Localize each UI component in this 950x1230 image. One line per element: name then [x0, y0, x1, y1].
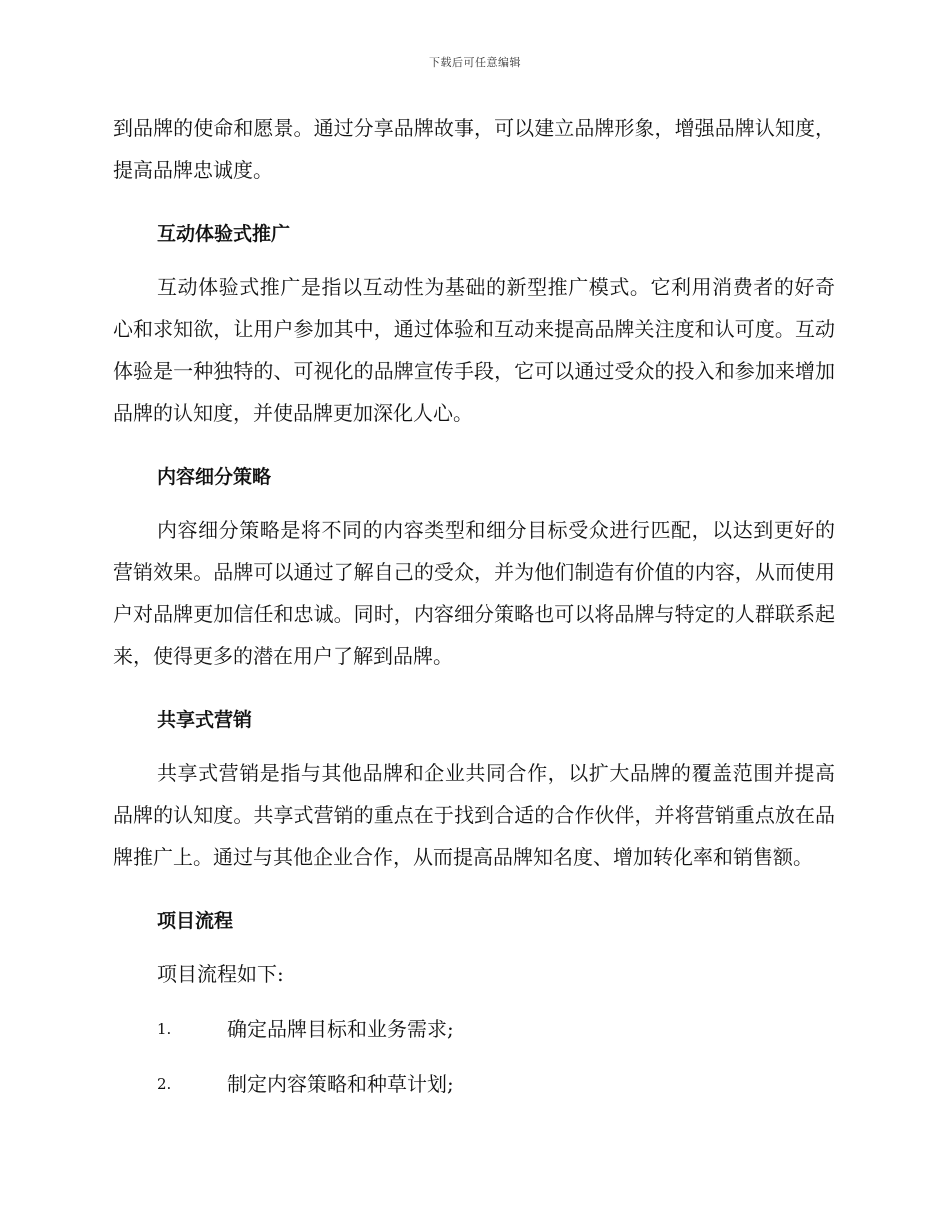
paragraph-content-segmentation: 内容细分策略是将不同的内容类型和细分目标受众进行匹配，以达到更好的营销效果。品牌可以通过了解自己的受众，并为他们制造有价值的内容，从而使用户对品牌更加信任和忠诚。同时，内容细分策略也可以将品牌与特定的人群联系起来，使得更多的潜在用户了解到品牌。 — [113, 518, 835, 668]
heading-project-process: 项目流程 — [157, 910, 234, 932]
process-intro: 项目流程如下: — [157, 962, 284, 986]
heading-shared-marketing: 共享式营销 — [157, 709, 253, 731]
list-item — [157, 1063, 835, 1105]
list-item-number: 1. — [157, 1020, 172, 1038]
page-header: 下载后可任意编辑 — [429, 56, 521, 69]
list-item — [157, 1008, 835, 1050]
document-body — [113, 107, 835, 1118]
heading-interactive-promotion: 互动体验式推广 — [157, 223, 291, 245]
list-item-text: 确定品牌目标和业务需求; — [227, 1017, 454, 1041]
heading-content-segmentation: 内容细分策略 — [157, 466, 272, 488]
paragraph-interactive-promotion: 互动体验式推广是指以互动性为基础的新型推广模式。它利用消费者的好奇心和求知欲，让用户参加其中，通过体验和互动来提高品牌关注度和认可度。互动体验是一种独特的、可视化的品牌宣传手段，它可以通过受众的投入和参加来增加品牌的认知度，并使品牌更加深化人心。 — [113, 275, 835, 425]
list-item-number: 2. — [157, 1075, 172, 1093]
paragraph-shared-marketing: 共享式营销是指与其他品牌和企业共同合作，以扩大品牌的覆盖范围并提高品牌的认知度。共享式营销的重点在于找到合适的合作伙伴，并将营销重点放在品牌推广上。通过与其他企业合作，从而提高品牌知名度、增加转化率和销售额。 — [113, 761, 835, 869]
list-item-text: 制定内容策略和种草计划; — [227, 1072, 454, 1096]
intro-paragraph: 到品牌的使命和愿景。通过分享品牌故事，可以建立品牌形象，增强品牌认知度，提高品牌忠诚度。 — [113, 116, 835, 182]
